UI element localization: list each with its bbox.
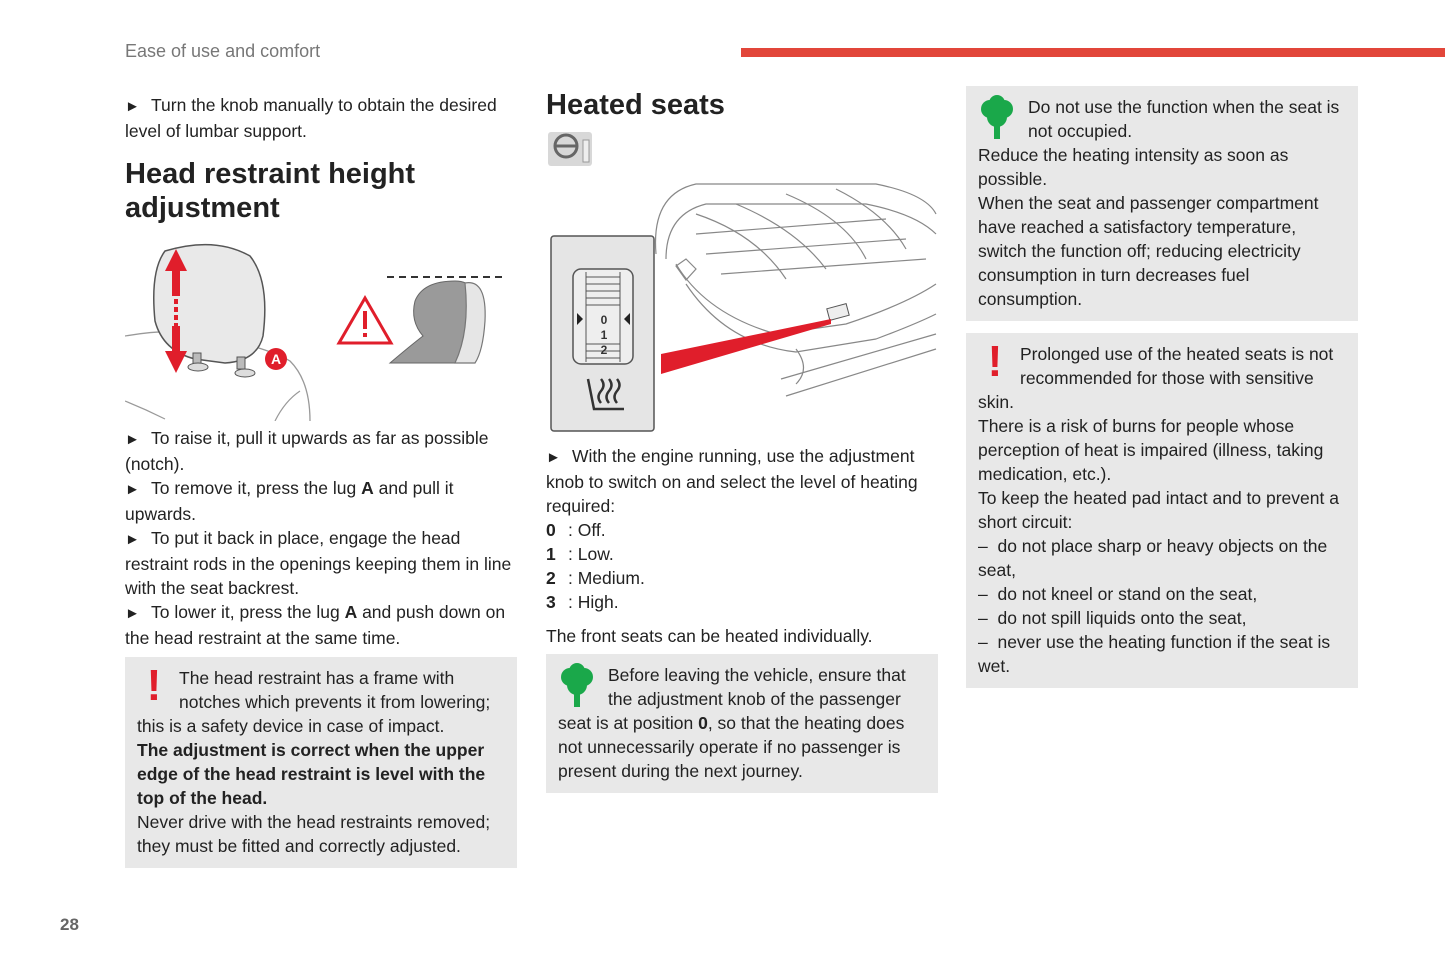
eco-note-right bbox=[966, 86, 1358, 321]
lumbar-step bbox=[125, 93, 517, 143]
level-row: 0 : Off. bbox=[546, 520, 606, 540]
section-title: Ease of use and comfort bbox=[125, 41, 321, 61]
knob-mark: 0 bbox=[600, 313, 608, 327]
heated-seat-illustration bbox=[546, 174, 938, 434]
head-restraint-steps bbox=[125, 426, 517, 650]
warning-burns: There is a risk of burns for people whose perception of heat is impaired (illness, taking medication, etc.). bbox=[978, 416, 1324, 484]
middle-column bbox=[546, 88, 938, 793]
lug-label: A bbox=[270, 351, 282, 367]
warning-intro: The head restraint has a frame with notches which prevents it from lowering; this is a safety device in case of impact. bbox=[137, 668, 491, 736]
head-restraint-title: Head restraint height adjustment bbox=[125, 158, 416, 224]
step-item: ► To raise it, pull it upwards as far as possible (notch). bbox=[125, 428, 489, 474]
step-item: ► To lower it, press the lug A and push down on the head restraint at the same time. bbox=[125, 602, 506, 648]
eco-tree-icon bbox=[978, 95, 1016, 141]
warning-list-item: – do not place sharp or heavy objects on the seat, bbox=[978, 536, 1328, 580]
step-item: ► To put it back in place, engage the head restraint rods in the openings keeping them in line with the seat backrest. bbox=[125, 528, 512, 598]
bullet-arrow-icon: ► bbox=[125, 98, 140, 115]
right-column bbox=[966, 86, 1358, 688]
level-row: 1 : Low. bbox=[546, 544, 614, 564]
bullet-arrow-icon: ► bbox=[125, 605, 140, 622]
level-row: 3 : High. bbox=[546, 592, 619, 612]
knob-mark: 2 bbox=[600, 343, 608, 357]
step-item: ► To remove it, press the lug A and pull it upwards. bbox=[125, 478, 454, 524]
warning-intro: Prolonged use of the heated seats is not recommended for those with sensitive skin. bbox=[978, 344, 1334, 412]
eco-tree-icon bbox=[558, 663, 596, 709]
warning-exclamation-icon: ! bbox=[146, 661, 162, 710]
warning-list-item: – never use the heating function if the seat is wet. bbox=[978, 632, 1331, 676]
heating-instruction: ► With the engine running, use the adjustment knob to switch on and select the level of heating required: bbox=[546, 446, 918, 516]
warning-list-item: – do not kneel or stand on the seat, bbox=[978, 584, 1258, 604]
warning-short-circuit: To keep the heated pad intact and to prevent a short circuit: bbox=[978, 488, 1339, 532]
header-accent-bar bbox=[741, 48, 1445, 57]
warning-outro: Never drive with the head restraints removed; they must be fitted and correctly adjusted. bbox=[137, 812, 491, 856]
eco-note-text: Do not use the function when the seat is not occupied. Reduce the heating intensity as soon as possible. When the seat and passenger compartment have reached a satisfactory temperature, switch the function off; reducing electricity consumption in turn decreases fuel consumption. bbox=[978, 97, 1340, 309]
bullet-arrow-icon: ► bbox=[125, 531, 140, 548]
bullet-arrow-icon: ► bbox=[546, 449, 561, 466]
heated-seat-warning bbox=[966, 333, 1358, 688]
page-number: 28 bbox=[60, 915, 79, 934]
knob-mark: 1 bbox=[600, 328, 608, 342]
heated-seats-title: Heated seats bbox=[546, 89, 725, 121]
lumbar-text: Turn the knob manually to obtain the desired level of lumbar support. bbox=[125, 95, 497, 141]
individual-heating-text: The front seats can be heated individually. bbox=[546, 626, 873, 646]
head-restraint-warning bbox=[125, 657, 517, 868]
warning-exclamation-icon: ! bbox=[987, 337, 1003, 386]
bullet-arrow-icon: ► bbox=[125, 481, 140, 498]
heating-levels bbox=[546, 518, 938, 614]
left-column bbox=[125, 93, 517, 868]
warning-list-item: – do not spill liquids onto the seat, bbox=[978, 608, 1247, 628]
steering-wheel-icon bbox=[546, 130, 596, 170]
warning-bold: The adjustment is correct when the upper edge of the head restraint is level with the top of the head. bbox=[137, 740, 486, 808]
head-restraint-illustration bbox=[125, 241, 517, 421]
bullet-arrow-icon: ► bbox=[125, 431, 140, 448]
eco-note-text: Before leaving the vehicle, ensure that the adjustment knob of the passenger seat is at position 0, so that the heating does not unnecessarily operate if no passenger is present during the next journey. bbox=[558, 665, 906, 781]
level-row: 2 : Medium. bbox=[546, 568, 645, 588]
eco-note-middle bbox=[546, 654, 938, 793]
